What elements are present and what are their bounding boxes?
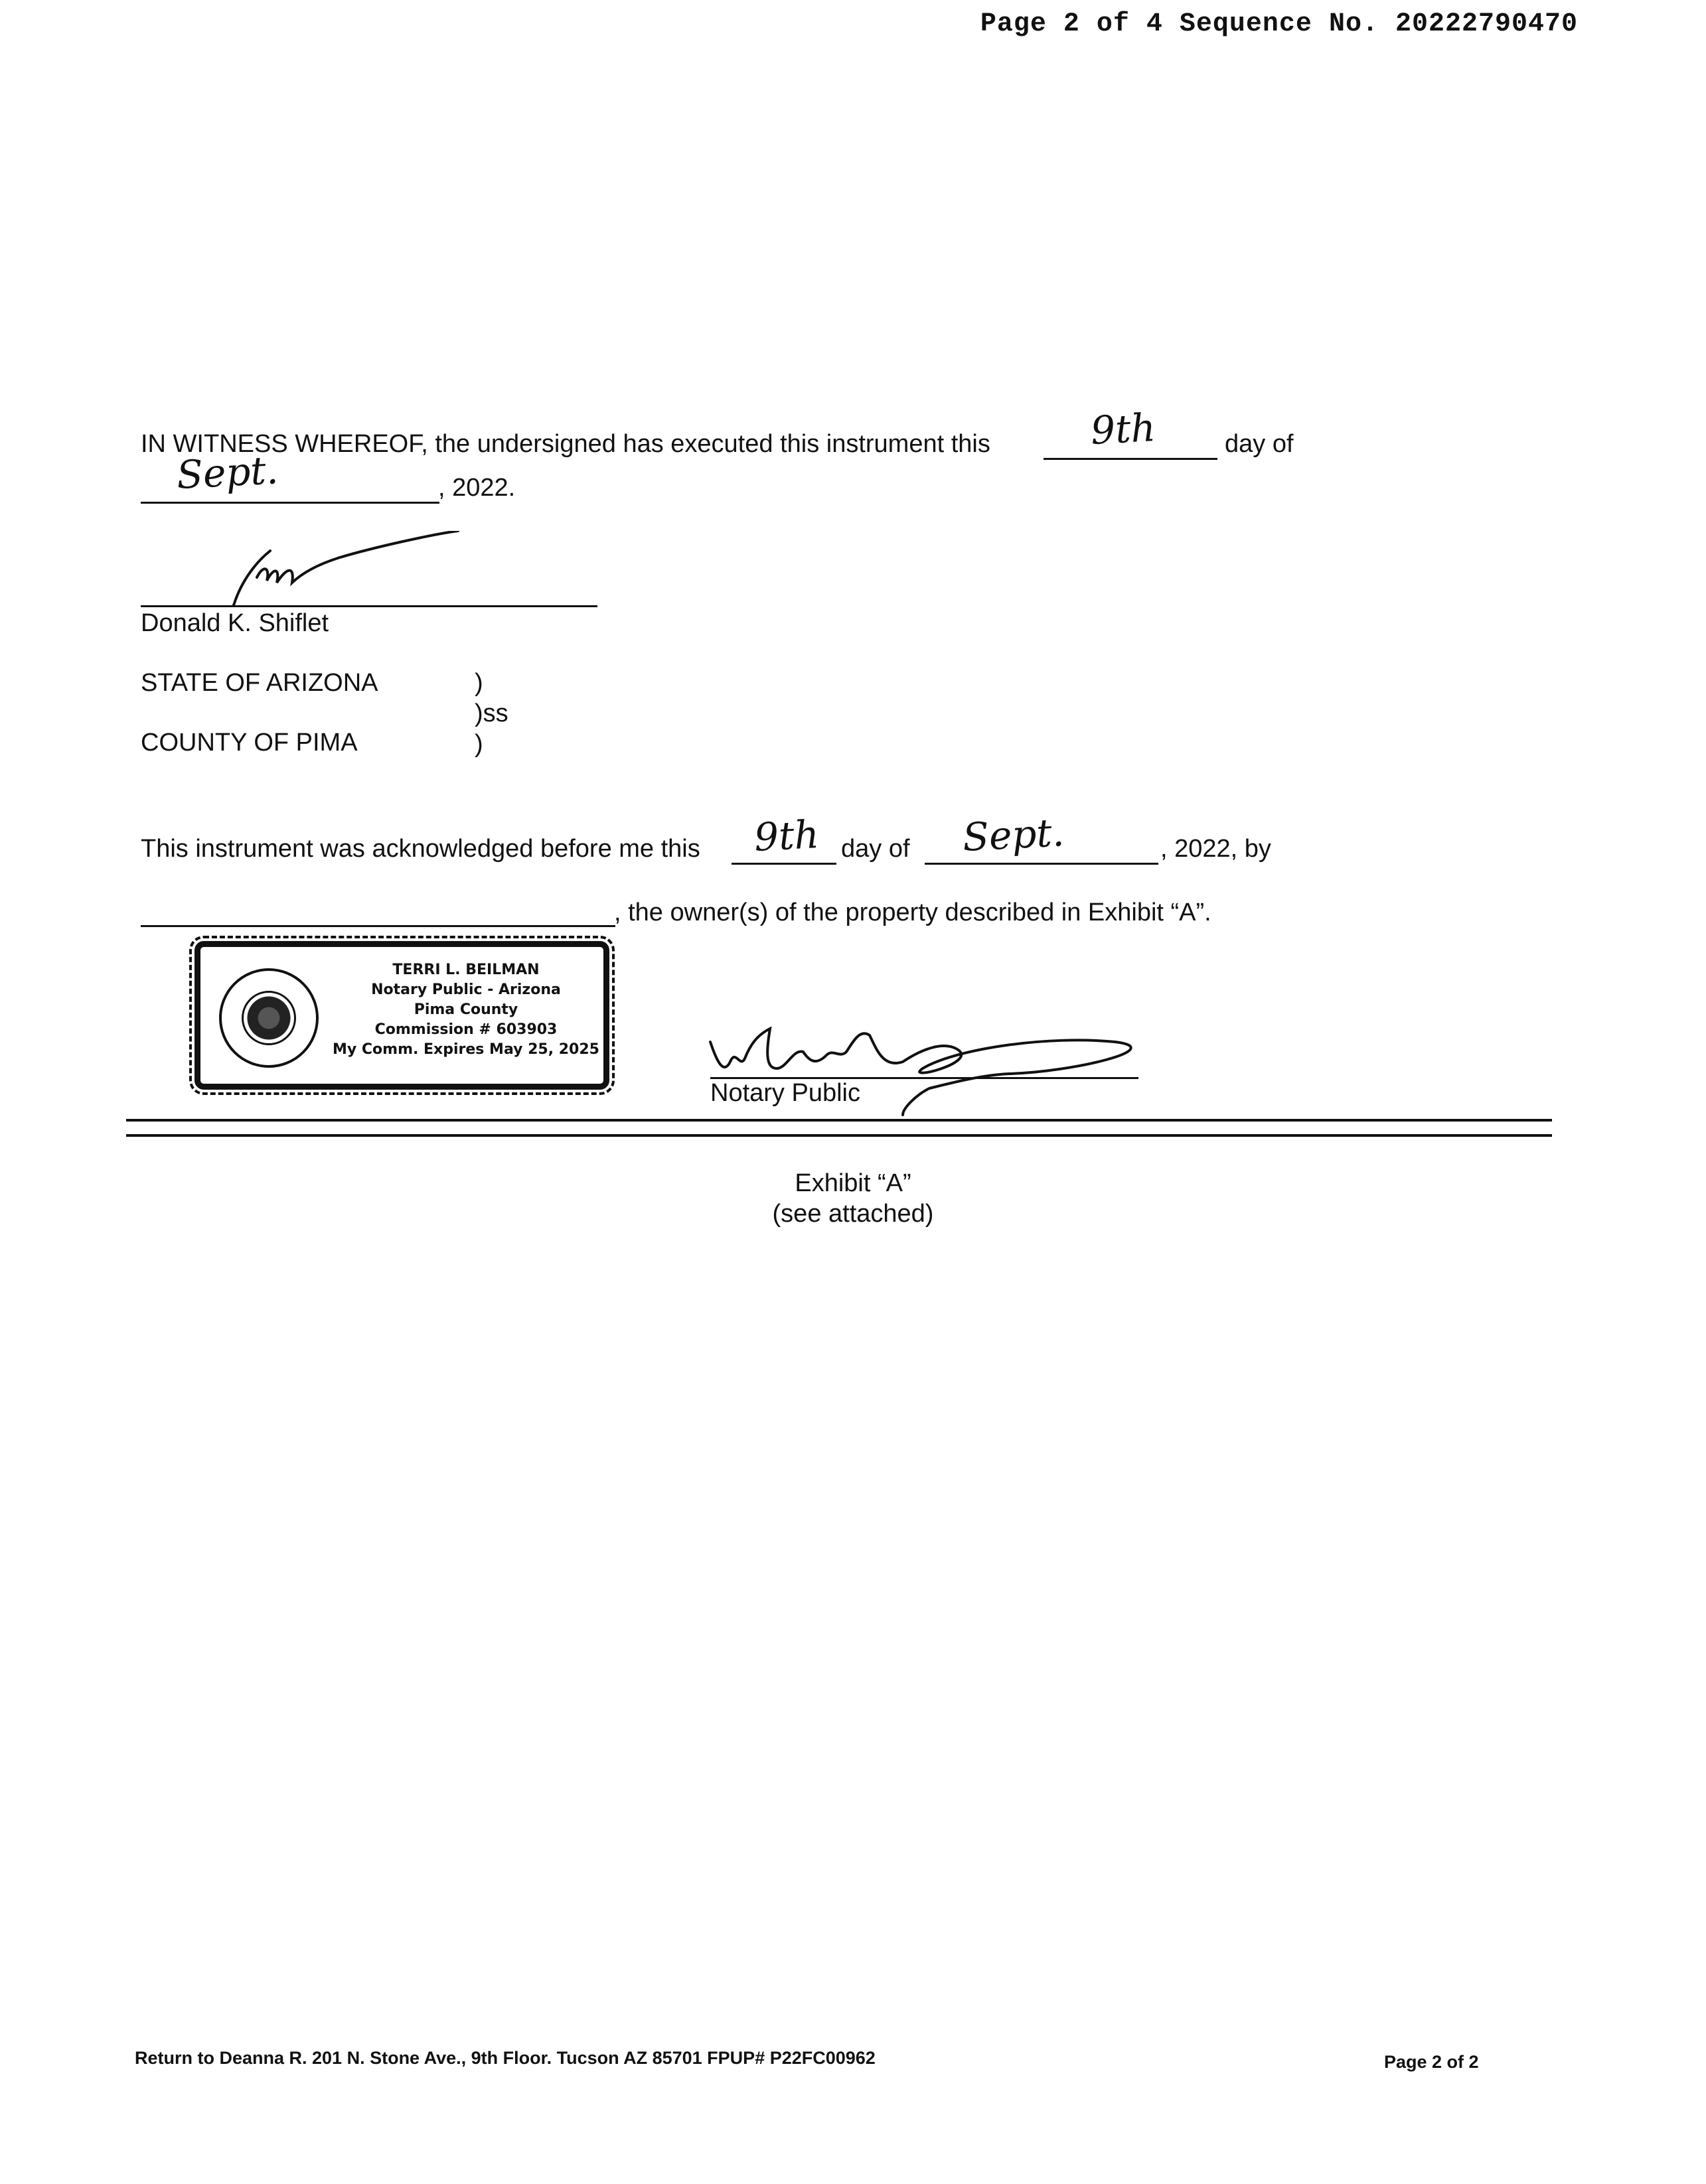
notary-stamp-name: TERRI L. BEILMAN bbox=[392, 962, 540, 978]
witness-line-1-suffix: day of bbox=[1225, 430, 1294, 458]
witness-year: , 2022. bbox=[438, 474, 516, 502]
witness-month-blank bbox=[141, 502, 439, 504]
notary-signature-label: Notary Public bbox=[710, 1079, 860, 1107]
ack-owner-line: , the owner(s) of the property described in Exhibit “A”. bbox=[614, 899, 1211, 926]
witness-month-handwritten: Sept. bbox=[175, 447, 279, 498]
witness-line-1-prefix: IN WITNESS WHEREOF, the undersigned has executed this instrument this bbox=[141, 430, 990, 458]
venue-paren-bottom: ) bbox=[475, 730, 483, 758]
ack-day-handwritten: 9th bbox=[753, 811, 820, 860]
footer-page: Page 2 of 2 bbox=[1384, 2052, 1479, 2072]
state-seal-icon bbox=[219, 968, 319, 1068]
ack-prefix: This instrument was acknowledged before me this bbox=[141, 835, 700, 863]
venue-paren-top: ) bbox=[475, 669, 483, 697]
witness-day-handwritten: 9th bbox=[1089, 404, 1157, 453]
notary-stamp-county: Pima County bbox=[414, 1001, 518, 1018]
ack-day-blank bbox=[732, 863, 836, 865]
signer-name: Donald K. Shiflet bbox=[141, 609, 329, 637]
exhibit-title: Exhibit “A” bbox=[795, 1169, 911, 1197]
venue-county: COUNTY OF PIMA bbox=[141, 729, 358, 757]
footer-return-to: Return to Deanna R. 201 N. Stone Ave., 9th Floor. Tucson AZ 85701 FPUP# P22FC00962 bbox=[135, 2048, 876, 2068]
owner-blank bbox=[141, 925, 615, 927]
witness-day-blank bbox=[1044, 458, 1217, 460]
ack-day-of: day of bbox=[841, 835, 910, 863]
separator-line-bottom bbox=[126, 1134, 1552, 1137]
exhibit-subtitle: (see attached) bbox=[772, 1200, 934, 1228]
notary-stamp-commission: Commission # 603903 bbox=[374, 1021, 558, 1038]
venue-ss: )ss bbox=[475, 699, 508, 727]
notary-stamp-title: Notary Public - Arizona bbox=[371, 982, 561, 998]
signer-signature-line bbox=[141, 605, 597, 607]
ack-suffix: , 2022, by bbox=[1160, 835, 1271, 863]
ack-month-blank bbox=[925, 863, 1158, 865]
page-sequence-header: Page 2 of 4 Sequence No. 20222790470 bbox=[980, 9, 1578, 39]
notary-signature bbox=[704, 1022, 1155, 1128]
venue-state: STATE OF ARIZONA bbox=[141, 669, 378, 697]
notary-stamp-expires: My Comm. Expires May 25, 2025 bbox=[333, 1041, 599, 1058]
signer-signature bbox=[141, 531, 605, 617]
ack-month-handwritten: Sept. bbox=[961, 810, 1065, 860]
notary-stamp bbox=[194, 941, 609, 1090]
separator-line-top bbox=[126, 1119, 1552, 1122]
